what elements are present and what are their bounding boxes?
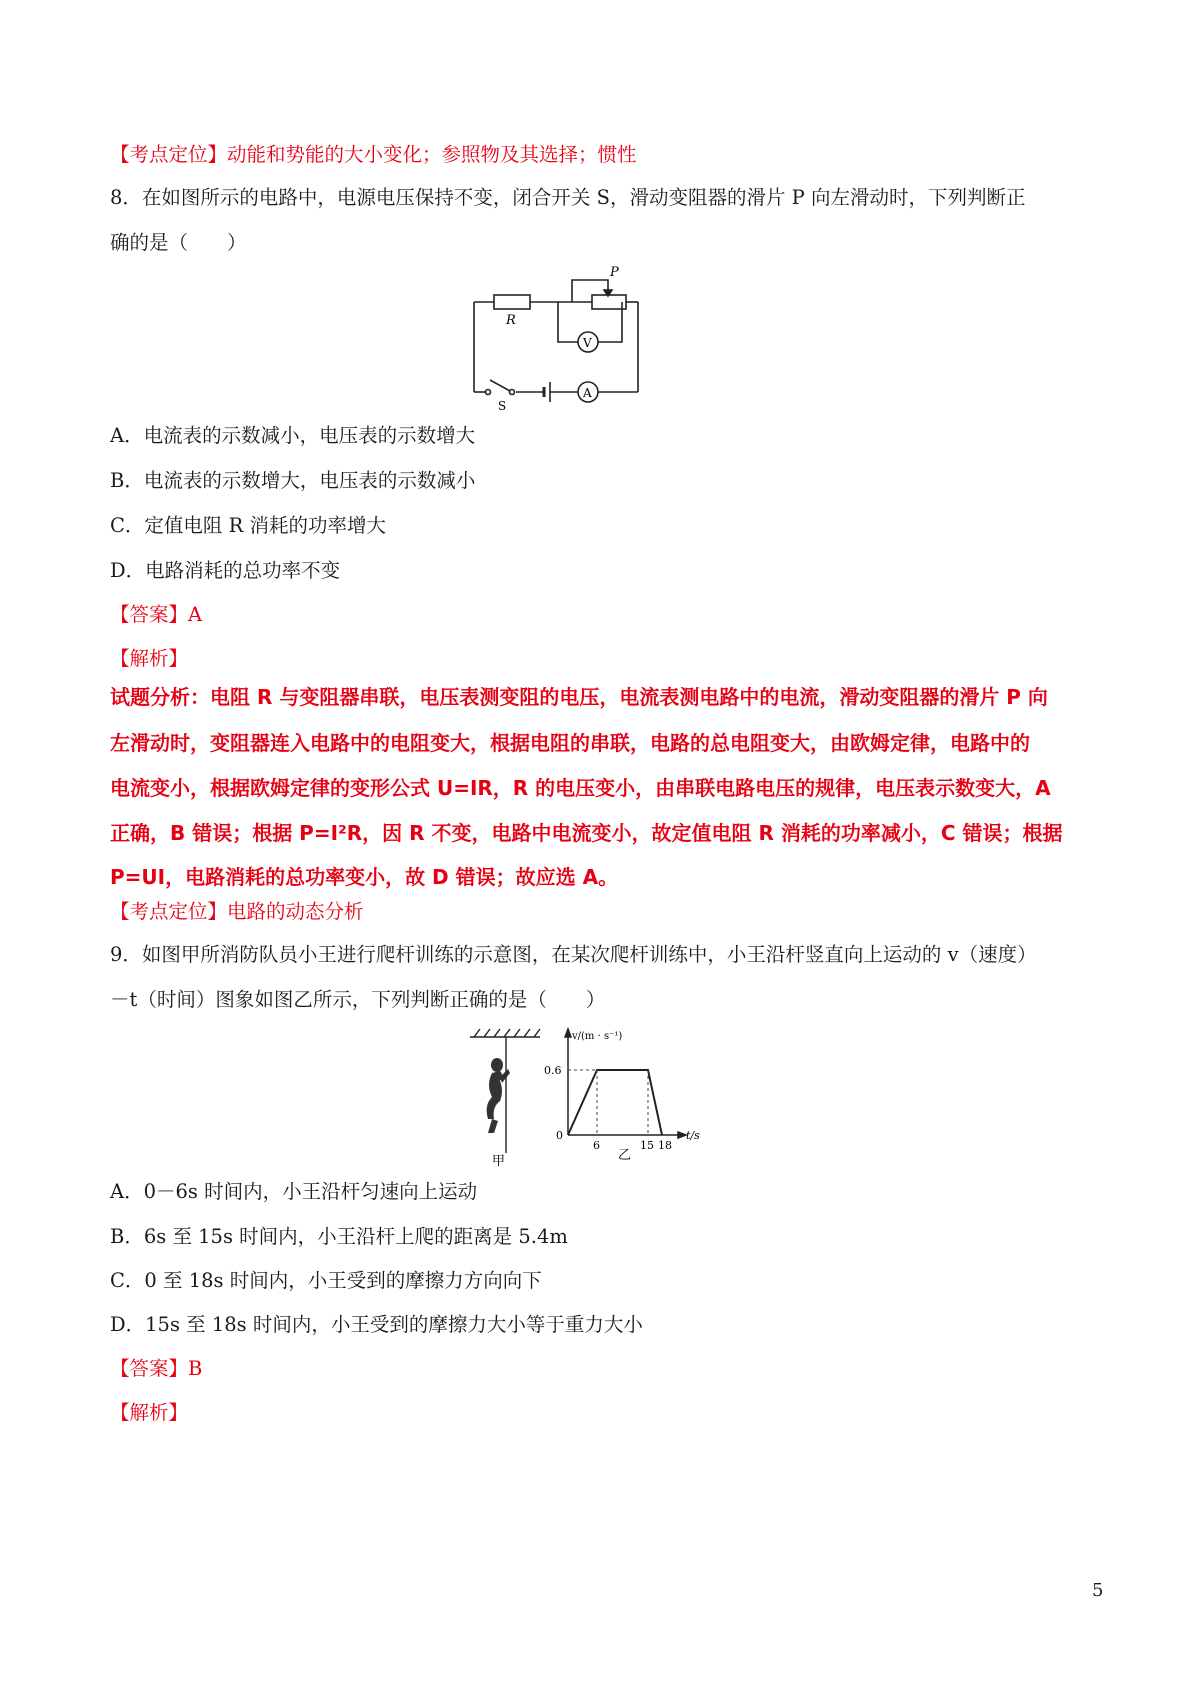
q8-answer — [110, 600, 202, 630]
page-number: 5 — [1092, 1580, 1104, 1601]
label-r: R — [506, 313, 516, 328]
q8-stem-line2: 确的是（ ） — [110, 231, 247, 254]
x-tick-15: 15 — [640, 1139, 654, 1152]
q9-stem-line1: 9．如图甲所消防队员小王进行爬杆训练的示意图，在某次爬杆训练中，小王沿杆竖直向上运动的 v（速度） — [110, 943, 1037, 966]
answer-label: 【答案】 — [110, 603, 189, 626]
q9-option-c: C．0 至 18s 时间内，小王受到的摩擦力方向向下 — [110, 1269, 542, 1292]
q8-kaodian — [110, 897, 364, 927]
x-tick-18: 18 — [658, 1139, 672, 1152]
kaodian-label: 【考点定位】 — [110, 900, 228, 923]
q8-option-b: B．电流表的示数增大，电压表的示数减小 — [110, 469, 476, 492]
q8-analysis-line-4: 正确，B 错误；根据 P=I²R，因 R 不变，电路中电流变小，故定值电阻 R 消耗的功率减小，C 错误；根据 — [110, 821, 1063, 845]
origin-label: 0 — [556, 1129, 563, 1142]
q9-answer — [110, 1354, 202, 1384]
label-v: V — [583, 336, 592, 350]
q8-analysis-label: 【解析】 — [110, 647, 189, 670]
q9-stem-line2: －t（时间）图象如图乙所示，下列判断正确的是（ ） — [110, 988, 606, 1011]
q9-analysis-label: 【解析】 — [110, 1401, 189, 1424]
label-a: A — [583, 386, 592, 400]
q8-analysis-line-3: 电流变小，根据欧姆定律的变形公式 U=IR，R 的电压变小，由串联电路电压的规律，电压表示数变大，A — [110, 776, 1051, 800]
kaodian-label: 【考点定位】 — [110, 143, 228, 166]
q9-option-d: D．15s 至 18s 时间内，小王受到的摩擦力大小等于重力大小 — [110, 1313, 643, 1336]
label-yi: 乙 — [618, 1148, 632, 1163]
q8-option-d: D．电路消耗的总功率不变 — [110, 559, 341, 582]
label-jia: 甲 — [492, 1154, 506, 1169]
q8-option-a: A．电流表的示数减小，电压表的示数增大 — [110, 424, 476, 447]
climbing-figure — [470, 1025, 740, 1170]
answer-value: A — [188, 603, 203, 626]
answer-label: 【答案】 — [110, 1357, 189, 1380]
q8-stem-line1: 8．在如图所示的电路中，电源电压保持不变，闭合开关 S，滑动变阻器的滑片 P 向左滑动时，下列判断正 — [110, 186, 1026, 209]
kaodian-text: 动能和势能的大小变化；参照物及其选择；惯性 — [227, 143, 637, 166]
kaodian-line-top — [110, 140, 637, 170]
x-axis-label: t/s — [686, 1129, 700, 1142]
q8-analysis-line-1: 试题分析：电阻 R 与变阻器串联，电压表测变阻的电压，电流表测电路中的电流，滑动变阻器的滑片 P 向 — [110, 685, 1048, 709]
q8-analysis-line-5: P=UI，电路消耗的总功率变小，故 D 错误；故应选 A。 — [110, 865, 619, 889]
y-tick-label: 0.6 — [544, 1064, 562, 1077]
q8-option-c: C．定值电阻 R 消耗的功率增大 — [110, 514, 386, 537]
kaodian-text: 电路的动态分析 — [227, 900, 364, 923]
q9-option-a: A．0－6s 时间内，小王沿杆匀速向上运动 — [110, 1180, 478, 1203]
q8-analysis-line-2: 左滑动时，变阻器连入电路中的电阻变大，根据电阻的串联，电路的总电阻变大，由欧姆定律，电路中的 — [110, 731, 1030, 755]
y-axis-label: v/(m · s⁻¹) — [572, 1031, 623, 1042]
label-p: P — [610, 265, 619, 280]
answer-value: B — [188, 1357, 203, 1380]
circuit-diagram — [460, 262, 660, 412]
q9-option-b: B．6s 至 15s 时间内，小王沿杆上爬的距离是 5.4m — [110, 1225, 568, 1248]
label-s: S — [498, 399, 507, 412]
x-tick-6: 6 — [593, 1139, 600, 1152]
